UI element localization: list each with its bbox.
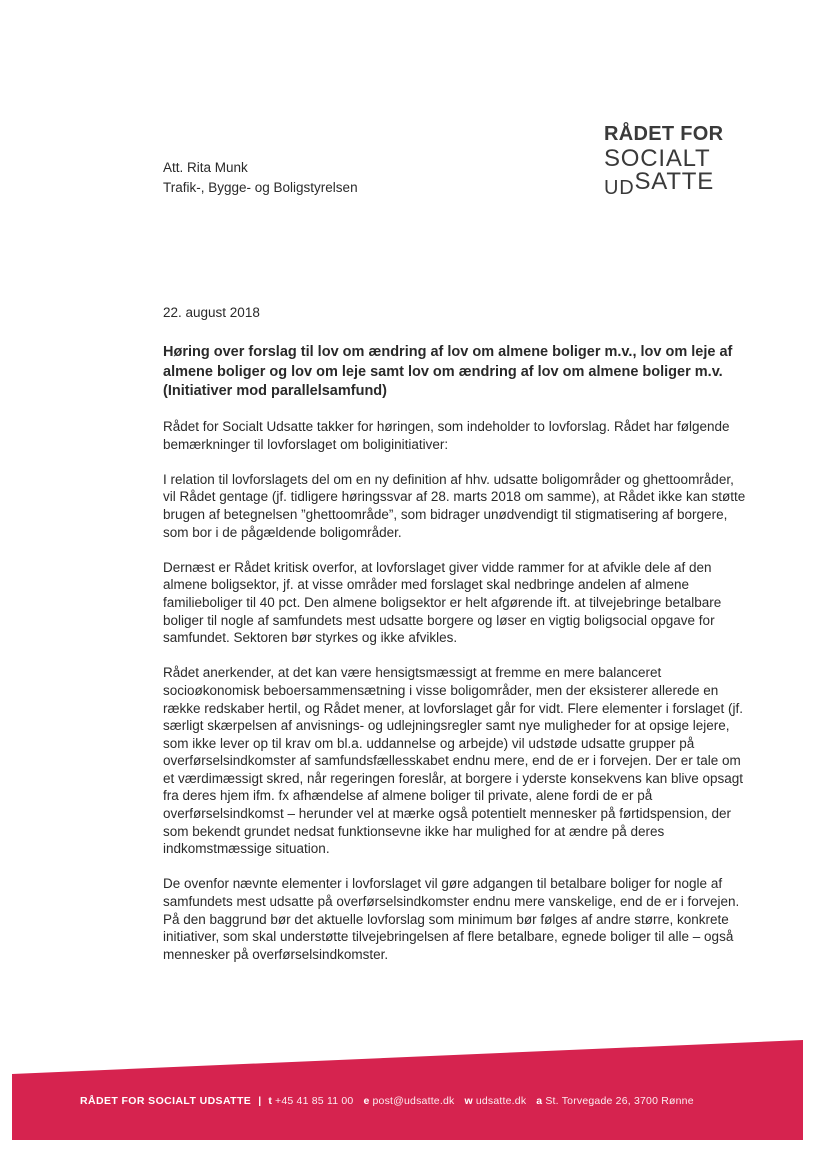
paragraph: I relation til lovforslagets del om en ny definition af hhv. udsatte boligområder og ghettoområder, vil Rådet gentage (jf. tidligere høringssvar af 28. marts 2018 om samme), at Rådet ikke kan støtte brugen af betegnelsen ”ghettoområde”, som bidrager unødvendigt til stigmatisering af borgere, som bor i de pågældende boligområder. <box>163 471 746 540</box>
paragraph: Rådet for Socialt Udsatte takker for høringen, som indeholder to lovforslag. Rådet har følgende bemærkninger til lovforslaget om boliginitiativer: <box>163 419 730 452</box>
logo-line-1: RÅDET FOR <box>604 123 724 145</box>
recipient-organization: Trafik-, Bygge- og Boligstyrelsen <box>163 179 358 195</box>
email-key: e <box>363 1095 370 1107</box>
logo-line-2: SOCIALT <box>604 145 711 172</box>
paragraph: Rådet anerkender, at det kan være hensigtsmæssigt at fremme en mere balanceret socioøkonomisk beboersammensætning i visse boligområder, men der eksisterer allerede en række redskaber hertil, og Rådet mener, at lovforslaget går for vidt. Flere elementer i forslaget (jf. særligt skærpelsen af anvisnings- og udlejningsregler samt nye muligheder for at opsige lejere, som ikke lever op til krav om bl.a. uddannelse og arbejde) vil udstøde udsatte grupper på overførselsindkomster af samfundsfællesskabet endnu mere, end de er i forvejen. Der er tale om et værdimæssigt skred, når regeringen foreslår, at borgere i yderste konsekvens kan blive opsagt fra deres hjem ifm. fx afhændelse af almene boliger til private, alene fordi de er på overførselsindkomst – herunder vel at mærke også potentielt mennesker på førtidspension, der som bekendt grundet nedsat funktionsevne ikke har mulighed for at ændre på deres indkomstmæssige situation. <box>163 665 744 857</box>
footer-separator: | <box>258 1095 262 1107</box>
footer-email: post@udsatte.dk <box>372 1095 455 1107</box>
logo-line-3-satte: SATTE <box>634 168 715 195</box>
web-key: w <box>464 1095 473 1107</box>
letter-title: Høring over forslag til lov om ændring af lov om almene boliger m.v., lov om leje af almene boliger og lov om leje samt lov om ændring af lov om almene boliger m.v. (Initiativer mod parallelsamfund) <box>163 344 733 399</box>
paragraph: De ovenfor nævnte elementer i lovforslaget vil gøre adgangen til betalbare boliger for nogle af samfundets mest udsatte på overførselsindkomster endnu mere vanskelige, end de er i forvejen. På den baggrund bør det aktuelle lovforslag som minimum bør følges af andre større, konkrete initiativer, som skal understøtte tilvejebringelsen af flere betalbare, egnede boliger til alle – også mennesker på overførselsindkomster. <box>163 876 740 962</box>
footer-band <box>12 1040 803 1140</box>
footer-address: St. Torvegade 26, 3700 Rønne <box>545 1095 694 1107</box>
logo-line-3-ud: UD <box>604 177 635 199</box>
recipient-name: Att. Rita Munk <box>163 160 248 175</box>
footer-contact-line <box>80 1095 694 1107</box>
recipient-address <box>163 158 358 197</box>
paragraph: Dernæst er Rådet kritisk overfor, at lovforslaget giver vidde rammer for at afvikle dele af den almene boligsektor, jf. at visse områder med forslaget skal nedbringe andelen af almene familieboliger til 40 pct. Den almene boligsektor er helt afgørende ift. at tilvejebringe betalbare boliger til nogle af samfundets mest udsatte borgere og løser en vigtig boligsocial opgave for samfundet. Sektoren bør styrkes og ikke afvikles. <box>163 559 722 646</box>
footer-organization: RÅDET FOR SOCIALT UDSATTE <box>80 1095 252 1107</box>
logo-line-3 <box>604 168 723 205</box>
organization-logo <box>604 122 723 205</box>
footer-web: udsatte.dk <box>475 1095 527 1107</box>
phone-key: t <box>268 1095 273 1107</box>
letter-body <box>163 418 748 981</box>
address-key: a <box>536 1095 543 1107</box>
letter-date: 22. august 2018 <box>163 305 260 320</box>
footer-phone: +45 41 85 11 00 <box>275 1095 354 1107</box>
